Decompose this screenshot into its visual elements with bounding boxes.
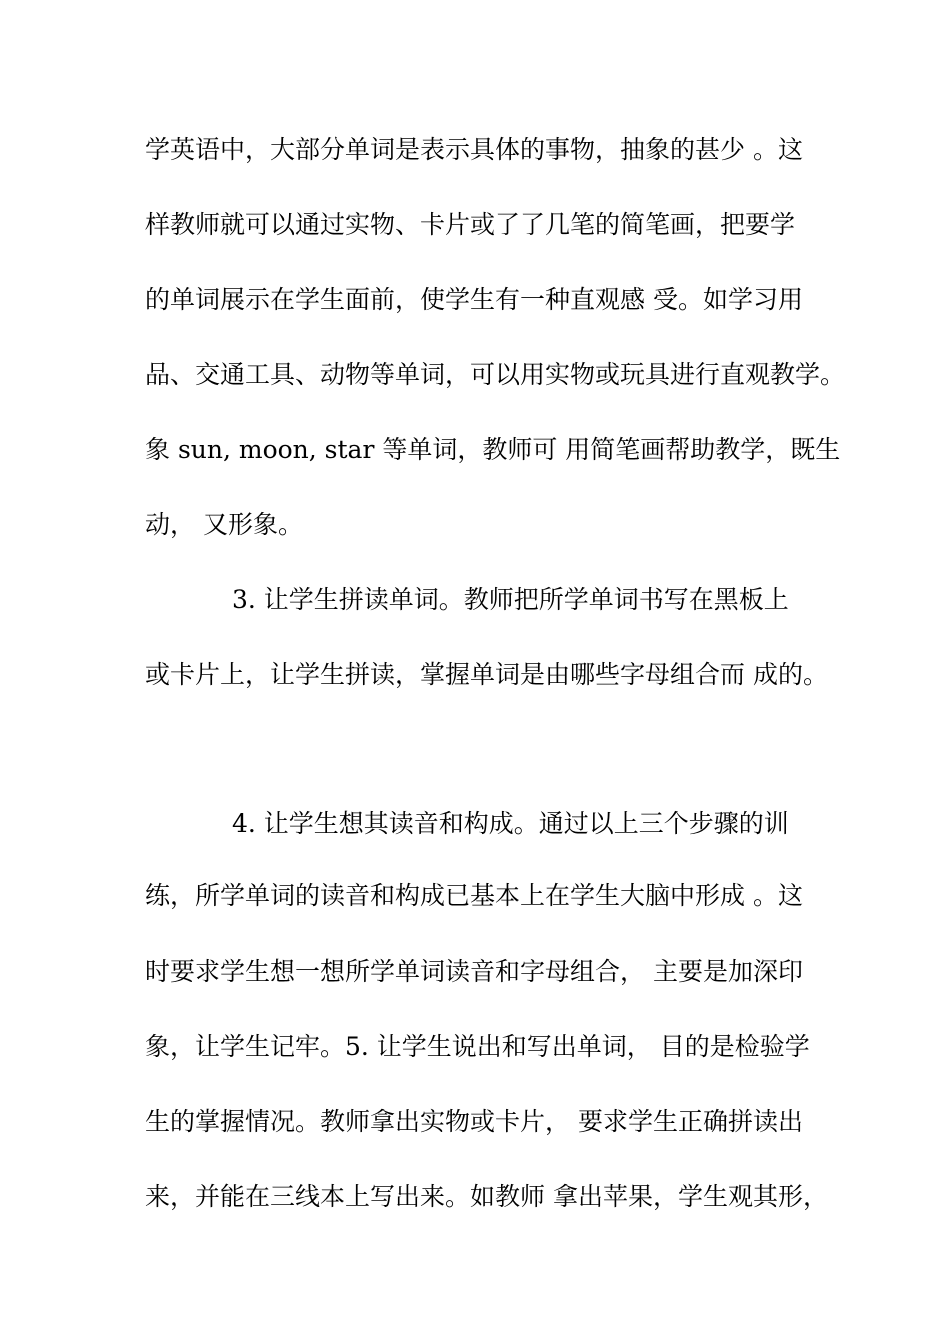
text-line: 样教师就可以通过实物、卡片或了了几笔的简笔画，把要学: [145, 210, 796, 239]
text-line-indented: 4. 让学生想其读音和构成。通过以上三个步骤的训: [232, 809, 789, 838]
text-line: 生的掌握情况。教师拿出实物或卡片， 要求学生正确拼读出: [145, 1107, 803, 1136]
text-line-indented: 3. 让学生拼读单词。教师把所学单词书写在黑板上: [232, 585, 789, 614]
text-line: 学英语中，大部分单词是表示具体的事物，抽象的甚少 。这: [145, 135, 803, 164]
text-line: 时要求学生想一想所学单词读音和字母组合， 主要是加深印: [145, 957, 803, 986]
text-line: 的单词展示在学生面前，使学生有一种直观感 受。如学习用: [145, 285, 803, 314]
text-line: 练，所学单词的读音和构成已基本上在学生大脑中形成 。这: [145, 881, 803, 910]
text-line: 来，并能在三线本上写出来。如教师 拿出苹果，学生观其形，: [145, 1182, 828, 1211]
text-line: 象 sun, moon, star 等单词，教师可 用简笔画帮助教学，既生: [145, 435, 841, 464]
text-line: 品、交通工具、动物等单词，可以用实物或玩具进行直观教学。: [145, 360, 846, 389]
text-line: 或卡片上，让学生拼读，掌握单词是由哪些字母组合而 成的。: [145, 660, 828, 689]
text-line: 象，让学生记牢。5. 让学生说出和写出单词， 目的是检验学: [145, 1032, 810, 1061]
text-line: 动， 又形象。: [145, 510, 303, 539]
